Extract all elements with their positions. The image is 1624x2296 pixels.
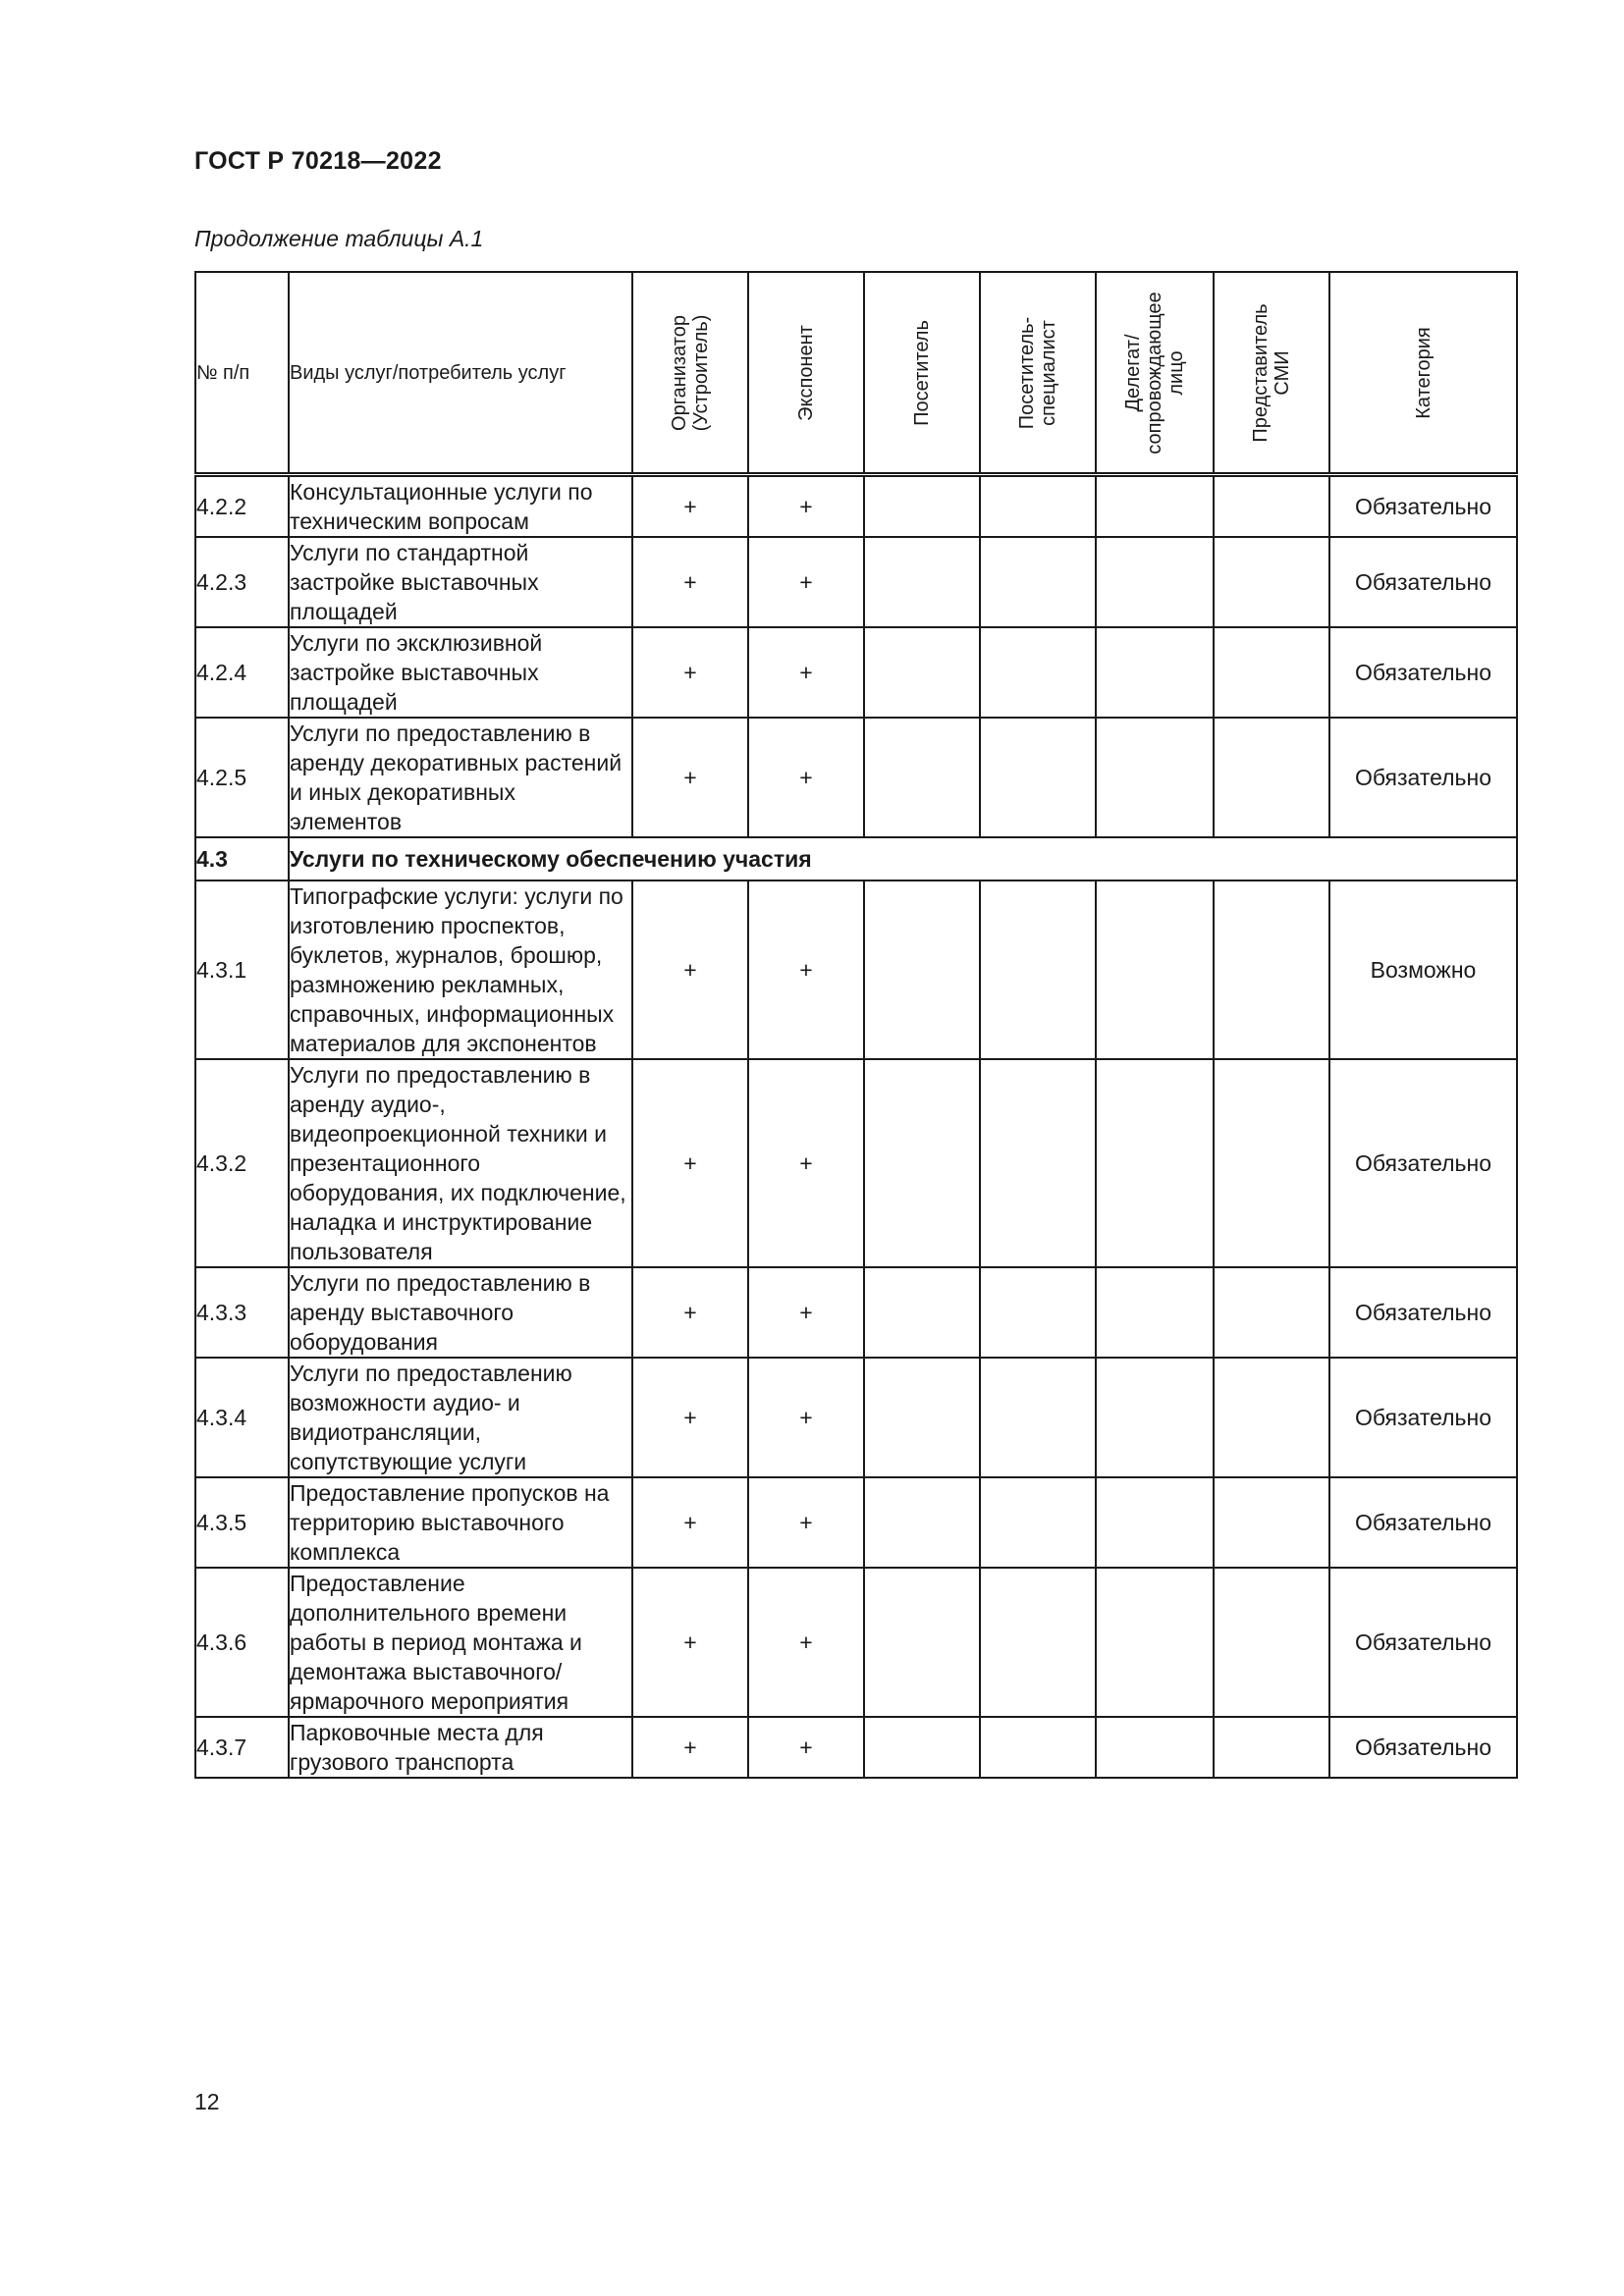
row-number: 4.3.3 (195, 1267, 289, 1358)
mark-specialist (980, 627, 1096, 718)
mark-media (1214, 1358, 1329, 1477)
mark-visitor (864, 537, 980, 627)
table-row (195, 627, 1517, 718)
row-number: 4.2.5 (195, 718, 289, 837)
column-header-media-label: Представитель СМИ (1250, 302, 1293, 443)
mark-media (1214, 1267, 1329, 1358)
category-value: Обязательно (1329, 1267, 1517, 1358)
mark-exhibitor: + (748, 1568, 864, 1717)
mark-organizer: + (632, 627, 748, 718)
service-name: Типографские услуги: услуги по изготовлению проспектов, буклетов, журналов, брошюр, размножению рекламных, справочных, информационных материалов для экспонентов (289, 881, 632, 1059)
mark-exhibitor: + (748, 1717, 864, 1778)
mark-visitor (864, 1568, 980, 1717)
column-header-visitor-label: Посетитель (911, 319, 933, 426)
mark-visitor (864, 627, 980, 718)
row-number: 4.3.4 (195, 1358, 289, 1477)
mark-organizer: + (632, 475, 748, 538)
mark-exhibitor: + (748, 1059, 864, 1267)
mark-delegate (1096, 1267, 1214, 1358)
mark-media (1214, 1568, 1329, 1717)
mark-media (1214, 1717, 1329, 1778)
service-name: Предоставление пропусков на территорию выставочного комплекса (289, 1477, 632, 1568)
section-number: 4.3 (195, 837, 289, 881)
mark-delegate (1096, 627, 1214, 718)
table-row (195, 1477, 1517, 1568)
table-row (195, 1717, 1517, 1778)
mark-delegate (1096, 1477, 1214, 1568)
document-id-header: ГОСТ Р 70218—2022 (194, 147, 442, 175)
mark-organizer: + (632, 1477, 748, 1568)
mark-visitor (864, 1059, 980, 1267)
table-row (195, 475, 1517, 538)
mark-specialist (980, 537, 1096, 627)
category-value: Обязательно (1329, 718, 1517, 837)
row-number: 4.3.5 (195, 1477, 289, 1568)
column-header-media (1214, 272, 1329, 475)
mark-visitor (864, 475, 980, 538)
row-number: 4.3.7 (195, 1717, 289, 1778)
table-caption: Продолжение таблицы А.1 (194, 226, 484, 251)
service-name: Услуги по эксклюзивной застройке выставочных площадей (289, 627, 632, 718)
service-name: Услуги по стандартной застройке выставочных площадей (289, 537, 632, 627)
mark-specialist (980, 1717, 1096, 1778)
table-row (195, 537, 1517, 627)
mark-organizer: + (632, 881, 748, 1059)
mark-visitor (864, 718, 980, 837)
column-header-exhibitor-label: Экспонент (795, 324, 817, 421)
column-header-specialist (980, 272, 1096, 475)
mark-organizer: + (632, 1059, 748, 1267)
mark-visitor (864, 1358, 980, 1477)
mark-media (1214, 537, 1329, 627)
mark-exhibitor: + (748, 475, 864, 538)
column-header-exhibitor (748, 272, 864, 475)
mark-delegate (1096, 1717, 1214, 1778)
column-header-organizer (632, 272, 748, 475)
category-value: Обязательно (1329, 1059, 1517, 1267)
mark-delegate (1096, 1059, 1214, 1267)
row-number: 4.3.2 (195, 1059, 289, 1267)
category-value: Обязательно (1329, 475, 1517, 538)
mark-exhibitor: + (748, 537, 864, 627)
category-value: Возможно (1329, 881, 1517, 1059)
category-value: Обязательно (1329, 627, 1517, 718)
service-name: Услуги по предоставлению в аренду декоративных растений и иных декоративных элементов (289, 718, 632, 837)
column-header-category-label: Категория (1412, 326, 1435, 419)
service-name: Консультационные услуги по техническим вопросам (289, 475, 632, 538)
row-number: 4.2.3 (195, 537, 289, 627)
mark-media (1214, 1059, 1329, 1267)
service-name: Услуги по предоставлению в аренду аудио-, видеопроекционной техники и презентационного оборудования, их подключение, наладка и инструктирование пользователя (289, 1059, 632, 1267)
table-row (195, 1059, 1517, 1267)
mark-organizer: + (632, 1358, 748, 1477)
mark-exhibitor: + (748, 1267, 864, 1358)
category-value: Обязательно (1329, 1568, 1517, 1717)
mark-media (1214, 475, 1329, 538)
mark-specialist (980, 1477, 1096, 1568)
mark-exhibitor: + (748, 1477, 864, 1568)
row-number: 4.2.4 (195, 627, 289, 718)
mark-media (1214, 627, 1329, 718)
mark-specialist (980, 1267, 1096, 1358)
table-row (195, 1267, 1517, 1358)
row-number: 4.3.1 (195, 881, 289, 1059)
mark-organizer: + (632, 537, 748, 627)
mark-organizer: + (632, 1267, 748, 1358)
column-header-visitor (864, 272, 980, 475)
category-value: Обязательно (1329, 1717, 1517, 1778)
services-table (194, 271, 1518, 1779)
mark-specialist (980, 881, 1096, 1059)
category-value: Обязательно (1329, 1358, 1517, 1477)
mark-visitor (864, 1267, 980, 1358)
service-name: Предоставление дополнительного времени работы в период монтажа и демонтажа выставочного/ярмарочного мероприятия (289, 1568, 632, 1717)
table-row (195, 1358, 1517, 1477)
row-number: 4.3.6 (195, 1568, 289, 1717)
mark-specialist (980, 475, 1096, 538)
service-name: Парковочные места для грузового транспорта (289, 1717, 632, 1778)
page-number: 12 (194, 2089, 220, 2114)
mark-specialist (980, 718, 1096, 837)
mark-exhibitor: + (748, 1358, 864, 1477)
column-header-delegate (1096, 272, 1214, 475)
mark-delegate (1096, 1358, 1214, 1477)
mark-delegate (1096, 537, 1214, 627)
mark-visitor (864, 881, 980, 1059)
mark-media (1214, 1477, 1329, 1568)
mark-exhibitor: + (748, 718, 864, 837)
mark-delegate (1096, 475, 1214, 538)
mark-specialist (980, 1059, 1096, 1267)
mark-visitor (864, 1717, 980, 1778)
column-header-service: Виды услуг/потребитель услуг (289, 272, 632, 475)
mark-media (1214, 881, 1329, 1059)
mark-delegate (1096, 1568, 1214, 1717)
table-row (195, 718, 1517, 837)
mark-organizer: + (632, 1568, 748, 1717)
column-header-organizer-label: Организатор (Устроитель) (669, 314, 712, 431)
row-number: 4.2.2 (195, 475, 289, 538)
category-value: Обязательно (1329, 537, 1517, 627)
table-row (195, 881, 1517, 1059)
service-name: Услуги по предоставлению возможности аудио- и видиотрансляции, сопутствующие услуги (289, 1358, 632, 1477)
mark-visitor (864, 1477, 980, 1568)
section-title: Услуги по техническому обеспечению участия (289, 837, 1517, 881)
mark-specialist (980, 1358, 1096, 1477)
column-header-specialist-label: Посетитель-специалист (1016, 316, 1059, 429)
column-header-number: № п/п (195, 272, 289, 475)
mark-media (1214, 718, 1329, 837)
mark-specialist (980, 1568, 1096, 1717)
mark-exhibitor: + (748, 627, 864, 718)
mark-delegate (1096, 881, 1214, 1059)
category-value: Обязательно (1329, 1477, 1517, 1568)
table-header-row (195, 272, 1517, 475)
column-header-category (1329, 272, 1517, 475)
mark-delegate (1096, 718, 1214, 837)
table-row (195, 1568, 1517, 1717)
section-row (195, 837, 1517, 881)
mark-exhibitor: + (748, 881, 864, 1059)
column-header-delegate-label: Делегат/сопровождающее лицо (1122, 291, 1187, 454)
mark-organizer: + (632, 1717, 748, 1778)
service-name: Услуги по предоставлению в аренду выставочного оборудования (289, 1267, 632, 1358)
mark-organizer: + (632, 718, 748, 837)
